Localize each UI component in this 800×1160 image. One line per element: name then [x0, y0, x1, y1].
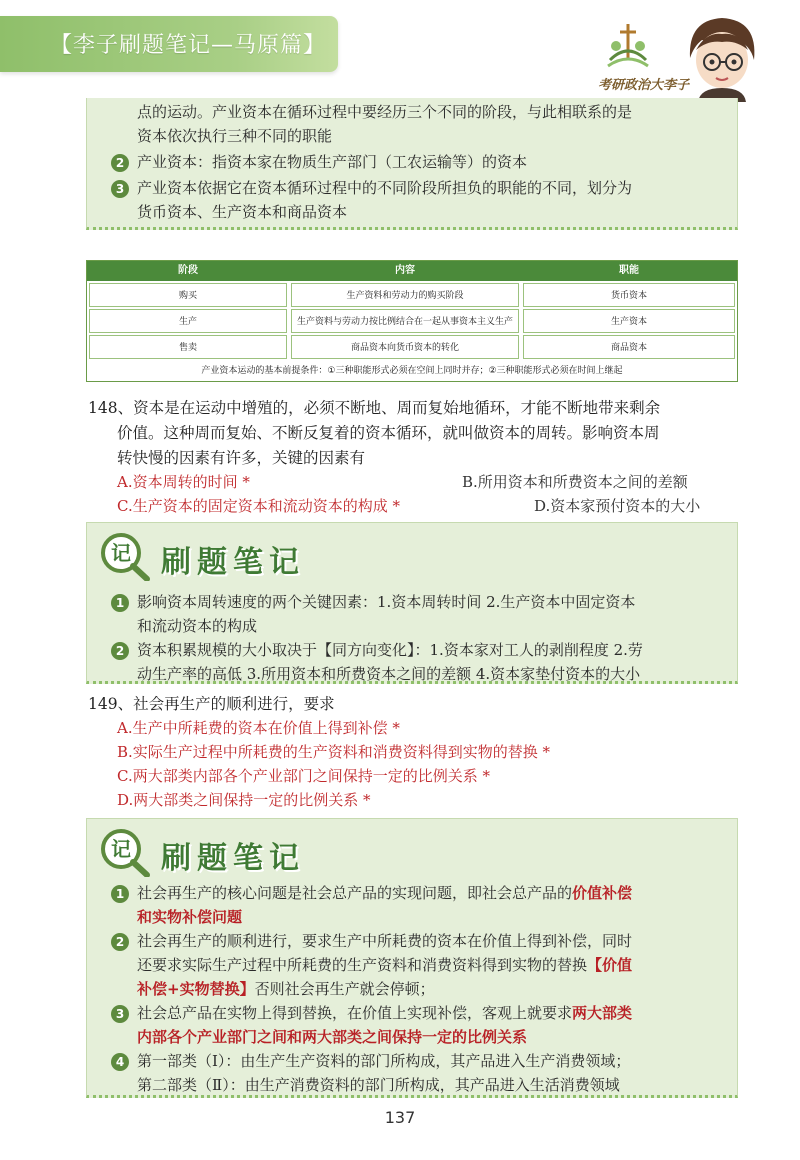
table-header-row [87, 261, 737, 281]
table-cell: 生产资本 [523, 309, 735, 333]
note-text: 第二部类（Ⅱ）：由生产消费资料的部门所构成，其产品进入生活消费领域 [137, 1076, 620, 1094]
table-cell: 生产资料和劳动力的购买阶段 [291, 283, 519, 307]
note-text: 还要求实际生产过程中所耗费的生产资料和消费资料得到实物的替换【价值 [137, 956, 633, 974]
option-c: C.两大部类内部各个产业部门之间保持一定的比例关系 * [117, 767, 490, 785]
option-d: D.资本家预付资本的大小 [534, 497, 701, 515]
note-text: 资本依次执行三种不同的职能 [137, 127, 333, 145]
logo-text: 考研政治大李子 [598, 78, 690, 93]
table-cell: 商品资本 [523, 335, 735, 359]
list-number: 1 [111, 594, 129, 612]
option-b: B.所用资本和所费资本之间的差额 [462, 473, 688, 491]
note-text: 和流动资本的构成 [137, 617, 258, 635]
note-icon-label: 记 [111, 837, 131, 861]
brush-note-section [86, 522, 738, 684]
question-149-stem: 149、社会再生产的顺利进行，要求 [88, 695, 335, 713]
option-b: B.实际生产过程中所耗费的生产资料和消费资料得到实物的替换 * [117, 743, 551, 761]
section-title: 刷题笔记 [161, 545, 305, 580]
table-header-cell: 内容 [395, 265, 415, 276]
table-header-cell: 阶段 [178, 265, 198, 276]
table-footnote: 产业资本运动的基本前提条件：①三种职能形式必须在空间上同时并存；②三种职能形式必须在时间上继起 [201, 366, 623, 376]
table-cell: 购买 [89, 283, 287, 307]
list-number: 2 [111, 933, 129, 951]
note-text: 动生产率的高低 3.所用资本和所费资本之间的差额 4.资本家垫付资本的大小 [137, 665, 641, 683]
note-text: 影响资本周转速度的两个关键因素：1.资本周转时间 2.生产资本中固定资本 [137, 593, 636, 611]
note-text: 点的运动。产业资本在循环过程中要经历三个不同的阶段，与此相联系的是 [137, 103, 633, 121]
table-cell: 生产资料与劳动力按比例结合在一起从事资本主义生产 [291, 309, 519, 333]
section-title: 刷题笔记 [161, 841, 305, 876]
option-a: A.资本周转的时间 * [117, 473, 250, 491]
list-number: 3 [111, 1005, 129, 1023]
note-text: 社会总产品在实物上得到替换，在价值上实现补偿，客观上就要求两大部类 [137, 1004, 633, 1022]
question-148-stem: 价值。这种周而复始、不断反复着的资本循环，就叫做资本的周转。影响资本周 [117, 424, 660, 442]
brush-note-section [86, 818, 738, 1098]
note-text: 产业资本依据它在资本循环过程中的不同阶段所担负的职能的不同，划分为 [137, 179, 633, 197]
note-highlight: 内部各个产业部门之间和两大部类之间保持一定的比例关系 [137, 1028, 528, 1046]
table-cell: 商品资本向货币资本的转化 [291, 335, 519, 359]
table-cell: 货币资本 [523, 283, 735, 307]
notes-magnifier-icon [95, 529, 153, 581]
top-note-box [86, 98, 738, 230]
note-text: 产业资本：指资本家在物质生产部门（工农运输等）的资本 [137, 153, 528, 171]
note-text: 补偿+实物替换】否则社会再生产就会停顿； [137, 980, 435, 998]
list-number: 2 [111, 642, 129, 660]
option-d: D.两大部类之间保持一定的比例关系 * [117, 791, 371, 809]
table-cell: 售卖 [89, 335, 287, 359]
list-number: 4 [111, 1053, 129, 1071]
list-number: 1 [111, 885, 129, 903]
note-text: 货币资本、生产资本和商品资本 [137, 203, 348, 221]
notes-magnifier-icon [95, 825, 153, 877]
header-title: 【李子刷题笔记—马原篇】 [50, 33, 327, 58]
note-highlight: 和实物补偿问题 [137, 908, 243, 926]
note-text: 资本积累规模的大小取决于【同方向变化】：1.资本家对工人的剥削程度 2.劳 [137, 641, 643, 659]
avatar [676, 10, 768, 102]
option-c: C.生产资本的固定资本和流动资本的构成 * [117, 497, 400, 515]
option-a: A.生产中所耗费的资本在价值上得到补偿 * [117, 719, 400, 737]
question-148-stem: 转快慢的因素有许多，关键的因素有 [117, 449, 366, 467]
note-text: 第一部类（Ⅰ）：由生产生产资料的部门所构成，其产品进入生产消费领域； [137, 1052, 631, 1070]
question-148-stem: 148、资本是在运动中增殖的，必须不断地、周而复始地循环，才能不断地带来剩余 [88, 399, 661, 417]
table-cell: 生产 [89, 309, 287, 333]
note-text: 社会再生产的顺利进行，要求生产中所耗费的资本在价值上得到补偿，同时 [137, 932, 633, 950]
capital-stage-table [86, 260, 738, 382]
page-number: 137 [384, 1108, 416, 1127]
table-header-cell: 职能 [619, 265, 639, 276]
logo-emblem-icon [600, 20, 656, 72]
note-icon-label: 记 [111, 541, 131, 565]
list-number: 3 [111, 180, 129, 198]
list-number: 2 [111, 154, 129, 172]
note-text: 社会再生产的核心问题是社会总产品的实现问题，即社会总产品的价值补偿 [137, 884, 633, 902]
